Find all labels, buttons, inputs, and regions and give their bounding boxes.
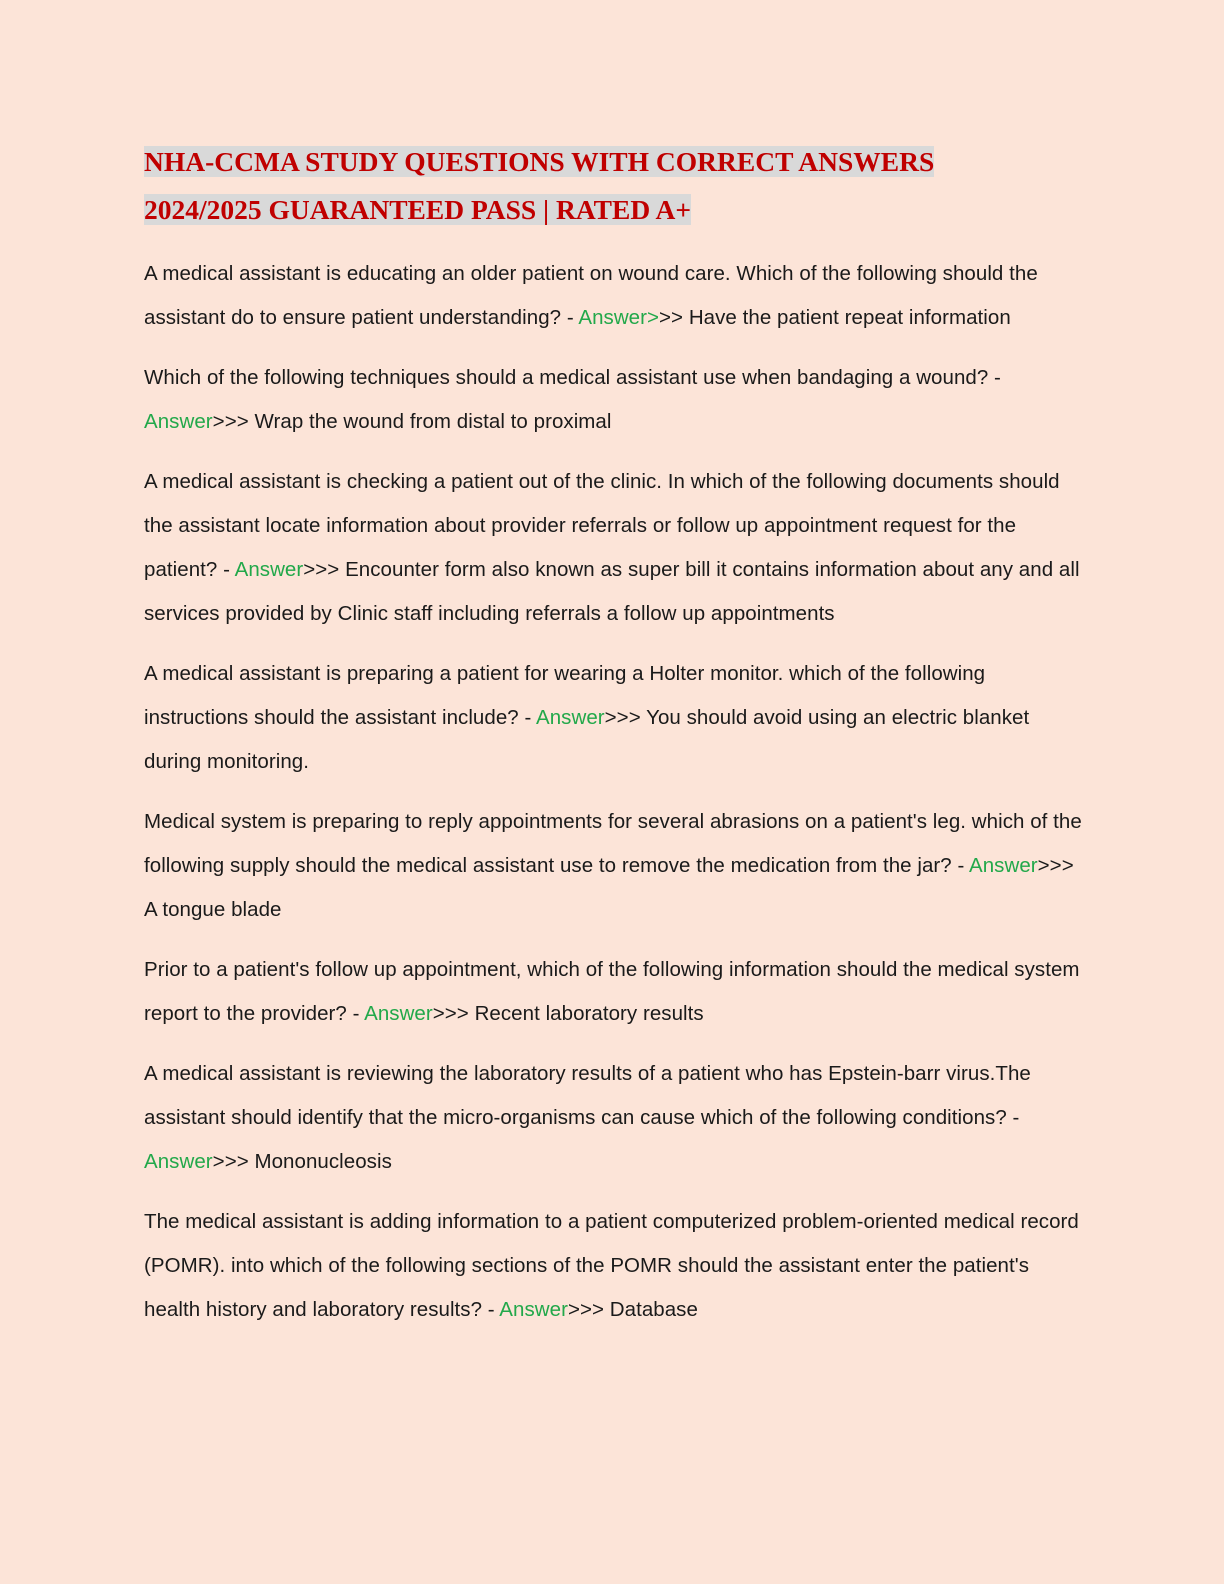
qa-item-2	[144, 356, 1084, 444]
answer-text: >>> Mononucleosis	[212, 1150, 392, 1173]
answer-marker: Answer	[364, 1002, 433, 1025]
question-text: A medical assistant is reviewing the laboratory results of a patient who has Epstein-barr virus.The assistant should identify that the micro-organisms can cause which of the following conditions? -	[144, 1062, 1031, 1129]
answer-text: >>> A tongue blade	[144, 854, 1074, 921]
title-line-1: NHA-CCMA STUDY QUESTIONS WITH CORRECT ANSWERS	[144, 146, 935, 177]
question-text: A medical assistant is checking a patient out of the clinic. In which of the following documents should the assistant locate information about provider referrals or follow up appointment request for the patient? -	[144, 470, 1060, 581]
question-text: A medical assistant is educating an older patient on wound care. Which of the following should the assistant do to ensure patient understanding? -	[144, 262, 1038, 329]
answer-marker: Answer	[144, 410, 213, 433]
question-text: Medical system is preparing to reply appointments for several abrasions on a patient's leg. which of the following supply should the medical assistant use to remove the medication from the jar? -	[144, 810, 1082, 877]
answer-text: >>> You should avoid using an electric blanket during monitoring.	[144, 706, 1030, 773]
qa-item-1	[144, 252, 1084, 340]
question-text: Prior to a patient's follow up appointment, which of the following information should the medical system report to the provider? -	[144, 958, 1080, 1025]
answer-text: >>> Database	[567, 1298, 698, 1321]
question-text: The medical assistant is adding information to a patient computerized problem-oriented medical record (POMR). into which of the following sections of the POMR should the assistant enter the patient's health history and laboratory results? -	[144, 1210, 1079, 1321]
answer-marker: Answer	[234, 558, 304, 581]
qa-item-6	[144, 948, 1084, 1036]
qa-item-8	[144, 1200, 1084, 1332]
answer-text: >>> Recent laboratory results	[432, 1002, 704, 1025]
qa-item-5	[144, 800, 1084, 932]
answer-text: >>> Wrap the wound from distal to proximal	[212, 410, 612, 433]
question-text: Which of the following techniques should a medical assistant use when bandaging a wound? -	[144, 366, 1001, 389]
answer-marker: Answer	[535, 706, 605, 729]
answer-marker: Answer	[144, 1150, 213, 1173]
document-page	[144, 138, 1084, 1348]
answer-text: >>> Encounter form also known as super bill it contains information about any and all services provided by Clinic staff including referrals a follow up appointments	[144, 558, 1080, 625]
answer-text: >> Have the patient repeat information	[659, 306, 1011, 329]
qa-item-7	[144, 1052, 1084, 1184]
answer-marker: Answer	[499, 1298, 568, 1321]
answer-marker: Answer	[968, 854, 1038, 877]
answer-marker: Answer>	[578, 306, 660, 329]
title-line-2: 2024/2025 GUARANTEED PASS | RATED A+	[144, 194, 692, 225]
question-text: A medical assistant is preparing a patient for wearing a Holter monitor. which of the following instructions should the assistant include? -	[144, 662, 986, 729]
qa-item-4	[144, 652, 1084, 784]
qa-item-3	[144, 460, 1084, 636]
document-title	[144, 138, 1084, 234]
